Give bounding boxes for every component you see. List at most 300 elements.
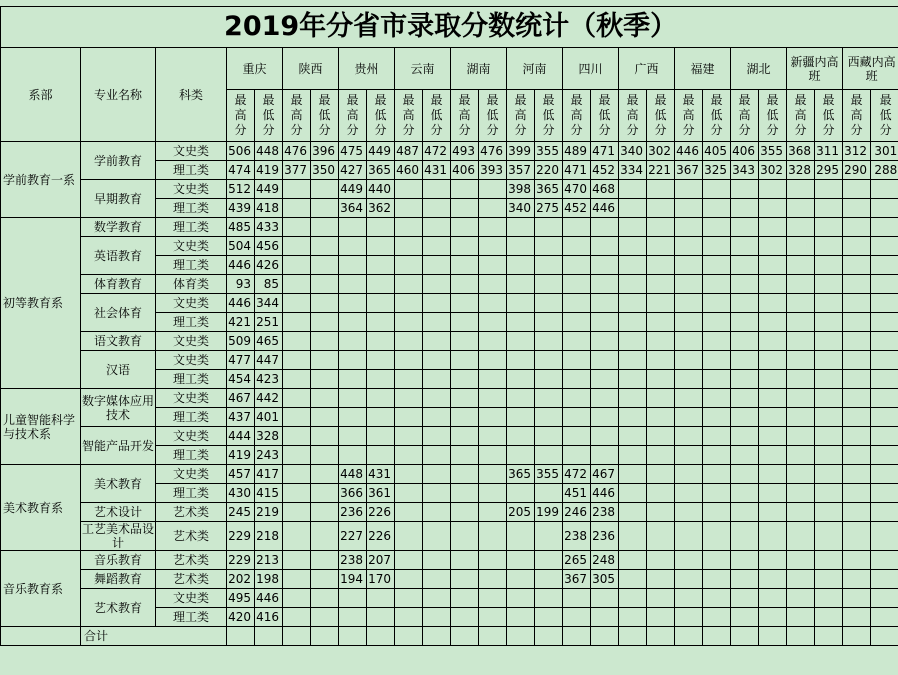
score-cell: 430 — [227, 484, 255, 503]
score-cell — [815, 570, 843, 589]
score-cell: 334 — [619, 161, 647, 180]
score-cell — [507, 351, 535, 370]
score-cell — [675, 313, 703, 332]
score-cell: 355 — [535, 142, 563, 161]
score-cell — [815, 370, 843, 389]
score-cell — [731, 218, 759, 237]
score-cell: 406 — [731, 142, 759, 161]
score-cell — [507, 370, 535, 389]
score-cell: 312 — [843, 142, 871, 161]
total-cell — [339, 627, 367, 646]
header-province: 广西 — [619, 48, 675, 90]
score-cell — [339, 351, 367, 370]
score-cell: 343 — [731, 161, 759, 180]
score-cell: 238 — [563, 522, 591, 551]
score-cell — [703, 551, 731, 570]
score-cell: 219 — [255, 503, 283, 522]
score-cell — [647, 256, 675, 275]
score-cell — [395, 589, 423, 608]
score-cell — [423, 218, 451, 237]
score-cell — [787, 503, 815, 522]
category-cell: 理工类 — [156, 218, 227, 237]
score-cell — [787, 389, 815, 408]
score-cell — [395, 294, 423, 313]
score-cell — [843, 465, 871, 484]
score-cell — [283, 484, 311, 503]
total-cell — [675, 627, 703, 646]
score-cell — [843, 332, 871, 351]
score-cell: 440 — [367, 180, 395, 199]
total-cell — [535, 627, 563, 646]
score-cell — [759, 570, 787, 589]
dept-cell: 美术教育系 — [1, 465, 81, 551]
score-cell — [759, 408, 787, 427]
total-cell — [507, 627, 535, 646]
score-cell — [759, 427, 787, 446]
score-cell: 447 — [255, 351, 283, 370]
score-cell — [787, 522, 815, 551]
header-row — [1, 48, 898, 90]
score-cell — [731, 275, 759, 294]
score-cell — [815, 180, 843, 199]
score-cell — [619, 427, 647, 446]
score-cell — [395, 370, 423, 389]
score-cell: 418 — [255, 199, 283, 218]
score-cell — [843, 275, 871, 294]
score-cell — [563, 294, 591, 313]
category-cell: 文史类 — [156, 427, 227, 446]
score-cell — [395, 551, 423, 570]
score-cell — [787, 218, 815, 237]
score-cell — [283, 332, 311, 351]
admission-score-table — [0, 6, 898, 646]
score-cell — [619, 199, 647, 218]
major-cell: 体育教育 — [81, 275, 156, 294]
score-cell: 305 — [591, 570, 619, 589]
score-cell — [535, 408, 563, 427]
score-cell — [871, 484, 898, 503]
category-cell: 理工类 — [156, 256, 227, 275]
score-cell — [591, 351, 619, 370]
score-cell — [395, 570, 423, 589]
score-cell — [619, 465, 647, 484]
score-cell — [871, 608, 898, 627]
score-cell — [283, 237, 311, 256]
score-cell: 509 — [227, 332, 255, 351]
score-cell — [731, 446, 759, 465]
score-cell — [423, 370, 451, 389]
score-cell: 238 — [339, 551, 367, 570]
score-cell: 361 — [367, 484, 395, 503]
score-cell — [479, 389, 507, 408]
score-cell — [367, 256, 395, 275]
header-province: 湖南 — [451, 48, 507, 90]
score-cell: 350 — [311, 161, 339, 180]
header-max-score: 最 高 分 — [787, 90, 815, 142]
score-cell — [283, 551, 311, 570]
score-cell — [731, 484, 759, 503]
score-cell — [815, 551, 843, 570]
score-cell — [843, 522, 871, 551]
score-cell: 415 — [255, 484, 283, 503]
score-cell: 302 — [647, 142, 675, 161]
score-cell — [731, 199, 759, 218]
header-max-score: 最 高 分 — [843, 90, 871, 142]
header-min-score: 最 低 分 — [815, 90, 843, 142]
score-cell: 421 — [227, 313, 255, 332]
score-cell: 449 — [255, 180, 283, 199]
score-cell — [731, 522, 759, 551]
score-cell — [423, 275, 451, 294]
score-cell — [675, 351, 703, 370]
dept-cell: 儿童智能科学与技术系 — [1, 389, 81, 465]
score-cell: 467 — [591, 465, 619, 484]
score-cell — [843, 551, 871, 570]
score-cell: 377 — [283, 161, 311, 180]
score-cell — [535, 608, 563, 627]
total-cell — [871, 627, 898, 646]
score-cell — [563, 237, 591, 256]
score-cell — [423, 484, 451, 503]
score-cell: 476 — [479, 142, 507, 161]
score-cell — [479, 237, 507, 256]
score-cell — [703, 465, 731, 484]
score-cell — [423, 313, 451, 332]
score-cell — [675, 465, 703, 484]
score-cell — [843, 570, 871, 589]
score-cell — [479, 465, 507, 484]
score-cell — [675, 551, 703, 570]
score-cell — [535, 237, 563, 256]
table-row — [1, 570, 898, 589]
score-cell — [563, 351, 591, 370]
score-cell — [535, 332, 563, 351]
score-cell — [479, 484, 507, 503]
score-cell: 475 — [339, 142, 367, 161]
score-cell — [703, 313, 731, 332]
score-cell — [675, 218, 703, 237]
score-cell — [283, 294, 311, 313]
score-cell — [423, 199, 451, 218]
score-cell: 301 — [871, 142, 898, 161]
header-max-score: 最 高 分 — [283, 90, 311, 142]
score-cell: 419 — [255, 161, 283, 180]
score-cell — [871, 503, 898, 522]
header-max-score: 最 高 分 — [619, 90, 647, 142]
score-cell — [591, 408, 619, 427]
score-cell — [787, 370, 815, 389]
score-cell: 218 — [255, 522, 283, 551]
score-cell — [787, 294, 815, 313]
score-cell — [619, 408, 647, 427]
header-dept: 系部 — [1, 48, 81, 142]
score-cell: 448 — [339, 465, 367, 484]
score-cell — [339, 446, 367, 465]
score-cell: 504 — [227, 237, 255, 256]
score-cell — [395, 256, 423, 275]
score-cell — [339, 218, 367, 237]
category-cell: 文史类 — [156, 237, 227, 256]
score-cell — [311, 218, 339, 237]
score-cell — [843, 608, 871, 627]
score-cell — [731, 237, 759, 256]
score-cell — [843, 370, 871, 389]
score-cell: 460 — [395, 161, 423, 180]
score-cell — [395, 275, 423, 294]
score-cell — [843, 389, 871, 408]
score-cell — [311, 503, 339, 522]
score-cell — [675, 608, 703, 627]
score-cell — [619, 332, 647, 351]
score-cell — [423, 570, 451, 589]
score-cell — [451, 180, 479, 199]
score-cell — [731, 370, 759, 389]
score-cell — [787, 551, 815, 570]
score-cell — [283, 199, 311, 218]
score-cell: 446 — [591, 484, 619, 503]
major-cell: 音乐教育 — [81, 551, 156, 570]
score-cell — [311, 237, 339, 256]
score-cell: 472 — [563, 465, 591, 484]
score-cell — [395, 503, 423, 522]
score-cell: 364 — [339, 199, 367, 218]
score-cell: 471 — [591, 142, 619, 161]
score-cell: 229 — [227, 522, 255, 551]
score-cell — [507, 389, 535, 408]
score-cell — [311, 446, 339, 465]
score-cell — [507, 256, 535, 275]
score-cell — [339, 427, 367, 446]
score-cell — [535, 313, 563, 332]
score-cell — [311, 465, 339, 484]
table-row — [1, 389, 898, 408]
score-cell: 426 — [255, 256, 283, 275]
score-cell — [871, 446, 898, 465]
score-cell — [451, 427, 479, 446]
score-cell — [675, 275, 703, 294]
score-cell — [787, 199, 815, 218]
score-cell: 487 — [395, 142, 423, 161]
score-cell — [703, 522, 731, 551]
score-cell — [787, 332, 815, 351]
category-cell: 理工类 — [156, 199, 227, 218]
table-row — [1, 503, 898, 522]
category-cell: 理工类 — [156, 484, 227, 503]
score-cell — [703, 199, 731, 218]
score-cell — [563, 408, 591, 427]
score-cell: 468 — [591, 180, 619, 199]
score-cell — [591, 389, 619, 408]
category-cell: 文史类 — [156, 465, 227, 484]
score-cell — [423, 608, 451, 627]
score-cell — [451, 608, 479, 627]
score-cell: 449 — [367, 142, 395, 161]
score-cell — [283, 408, 311, 427]
score-cell: 420 — [227, 608, 255, 627]
score-cell — [311, 389, 339, 408]
score-cell — [591, 313, 619, 332]
score-cell — [283, 313, 311, 332]
score-cell — [339, 408, 367, 427]
score-cell — [731, 570, 759, 589]
score-cell: 194 — [339, 570, 367, 589]
score-cell: 474 — [227, 161, 255, 180]
score-cell — [731, 408, 759, 427]
score-cell — [815, 484, 843, 503]
score-cell — [451, 589, 479, 608]
total-cell — [311, 627, 339, 646]
score-cell — [815, 218, 843, 237]
score-cell — [479, 294, 507, 313]
score-cell — [591, 589, 619, 608]
score-cell: 93 — [227, 275, 255, 294]
score-cell: 477 — [227, 351, 255, 370]
category-cell: 文史类 — [156, 332, 227, 351]
score-cell — [647, 484, 675, 503]
score-cell — [871, 199, 898, 218]
score-cell — [563, 275, 591, 294]
score-cell — [815, 199, 843, 218]
score-cell — [367, 427, 395, 446]
score-cell — [843, 589, 871, 608]
total-cell — [451, 627, 479, 646]
score-cell — [563, 313, 591, 332]
table-row — [1, 589, 898, 608]
score-cell — [815, 332, 843, 351]
score-cell: 245 — [227, 503, 255, 522]
score-cell — [647, 503, 675, 522]
score-cell — [451, 484, 479, 503]
score-cell — [367, 294, 395, 313]
score-cell — [451, 370, 479, 389]
score-cell — [591, 275, 619, 294]
total-cell — [479, 627, 507, 646]
category-cell: 理工类 — [156, 446, 227, 465]
score-cell: 465 — [255, 332, 283, 351]
score-cell: 393 — [479, 161, 507, 180]
score-cell: 452 — [563, 199, 591, 218]
score-cell — [871, 370, 898, 389]
score-cell — [423, 465, 451, 484]
score-cell — [423, 503, 451, 522]
header-min-score: 最 低 分 — [591, 90, 619, 142]
major-cell: 艺术教育 — [81, 589, 156, 627]
score-cell: 467 — [227, 389, 255, 408]
score-cell — [787, 351, 815, 370]
score-cell — [759, 446, 787, 465]
score-cell — [535, 484, 563, 503]
score-cell — [451, 237, 479, 256]
header-min-score: 最 低 分 — [647, 90, 675, 142]
score-cell — [311, 180, 339, 199]
score-cell — [451, 503, 479, 522]
score-cell — [871, 218, 898, 237]
score-cell — [619, 256, 647, 275]
score-cell — [311, 522, 339, 551]
score-cell — [787, 446, 815, 465]
score-cell: 243 — [255, 446, 283, 465]
score-cell — [507, 275, 535, 294]
score-cell — [843, 218, 871, 237]
total-blank — [1, 627, 81, 646]
score-cell — [759, 218, 787, 237]
score-cell — [759, 484, 787, 503]
category-cell: 艺术类 — [156, 522, 227, 551]
score-cell — [535, 389, 563, 408]
score-cell — [703, 608, 731, 627]
score-cell — [507, 570, 535, 589]
score-cell — [871, 294, 898, 313]
major-cell: 智能产品开发 — [81, 427, 156, 465]
category-cell: 文史类 — [156, 351, 227, 370]
score-cell: 444 — [227, 427, 255, 446]
total-cell — [619, 627, 647, 646]
score-cell: 251 — [255, 313, 283, 332]
score-cell — [507, 551, 535, 570]
header-province: 云南 — [395, 48, 451, 90]
score-cell — [283, 218, 311, 237]
score-cell: 290 — [843, 161, 871, 180]
major-cell: 语文教育 — [81, 332, 156, 351]
score-cell — [731, 503, 759, 522]
score-cell — [647, 370, 675, 389]
score-cell — [283, 389, 311, 408]
score-cell: 399 — [507, 142, 535, 161]
score-cell — [703, 237, 731, 256]
score-cell — [759, 503, 787, 522]
total-cell — [255, 627, 283, 646]
score-cell — [759, 275, 787, 294]
score-cell — [731, 180, 759, 199]
score-cell — [871, 351, 898, 370]
total-cell — [395, 627, 423, 646]
score-cell: 229 — [227, 551, 255, 570]
score-cell — [619, 589, 647, 608]
score-cell: 198 — [255, 570, 283, 589]
score-cell — [479, 218, 507, 237]
score-cell — [843, 313, 871, 332]
table-row — [1, 218, 898, 237]
score-cell — [871, 275, 898, 294]
score-cell — [507, 237, 535, 256]
score-cell: 431 — [367, 465, 395, 484]
score-cell — [479, 370, 507, 389]
score-cell — [507, 589, 535, 608]
score-cell — [815, 275, 843, 294]
score-cell — [647, 199, 675, 218]
score-cell: 368 — [787, 142, 815, 161]
score-cell — [451, 332, 479, 351]
score-cell — [451, 218, 479, 237]
score-cell — [395, 351, 423, 370]
dept-cell: 音乐教育系 — [1, 551, 81, 627]
score-cell — [675, 446, 703, 465]
score-cell — [423, 589, 451, 608]
score-cell — [619, 180, 647, 199]
header-max-score: 最 高 分 — [675, 90, 703, 142]
score-cell — [395, 522, 423, 551]
title-row — [1, 7, 898, 48]
header-major: 专业名称 — [81, 48, 156, 142]
score-cell — [451, 275, 479, 294]
score-cell — [703, 484, 731, 503]
table-row — [1, 551, 898, 570]
score-cell — [479, 256, 507, 275]
score-cell: 344 — [255, 294, 283, 313]
score-cell — [563, 256, 591, 275]
major-cell: 汉语 — [81, 351, 156, 389]
score-cell: 446 — [591, 199, 619, 218]
